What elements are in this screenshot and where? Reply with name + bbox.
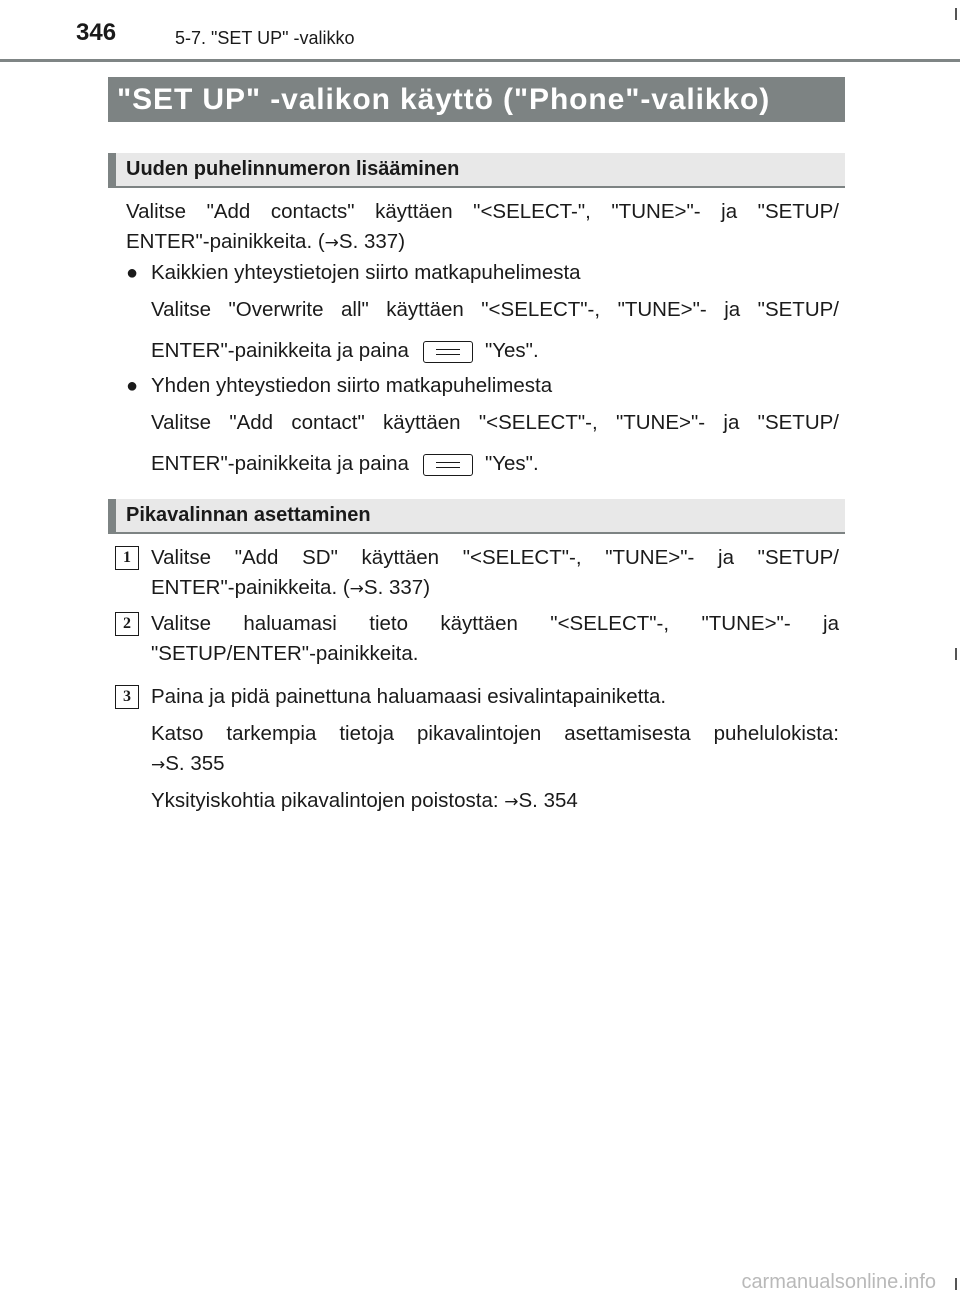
bullet1-line-1: Valitse "Overwrite all" käyttäen "<SELECT"-, "TUNE>"- ja "SETUP/	[151, 298, 839, 321]
step2-line-1: Valitse haluamasi tieto käyttäen "<SELECT"-, "TUNE>"- ja	[151, 612, 839, 635]
step1-line-2-text: ENTER"-painikkeita. (	[151, 576, 350, 599]
step-number-2: 2	[115, 612, 139, 636]
step1-line-2	[151, 573, 430, 604]
bullet1-line-2-text: ENTER"-painikkeita ja paina	[151, 339, 409, 362]
step-number-3: 3	[115, 685, 139, 709]
section-label: 5-7. "SET UP" -valikko	[175, 28, 355, 48]
arrow-icon: →	[349, 579, 364, 599]
bullet2-line-1: Valitse "Add contact" käyttäen "<SELECT"-, "TUNE>"- ja "SETUP/	[151, 411, 839, 434]
step3-note1-line-1: Katso tarkempia tietoja pikavalintojen asettamisesta puhelulokista:	[151, 722, 839, 745]
subheading-add-number: Uuden puhelinnumeron lisääminen	[108, 153, 845, 188]
arrow-icon: →	[504, 792, 519, 812]
arrow-icon: →	[151, 755, 166, 775]
step1-line-1: Valitse "Add SD" käyttäen "<SELECT"-, "TUNE>"- ja "SETUP/	[151, 546, 839, 569]
intro-line-2-text: ENTER"-painikkeita. (	[126, 230, 325, 253]
page-title: "SET UP" -valikon käyttö ("Phone"-valikko)	[108, 77, 845, 122]
step3-line-1: Paina ja pidä painettuna haluamaasi esivalintapainiketta.	[151, 685, 667, 708]
intro-line-2-ref: S. 337)	[338, 230, 406, 253]
step3-note2-ref: S. 354	[518, 789, 578, 812]
bullet1-line-2-yes: "Yes".	[484, 339, 539, 362]
bullet-icon: ●	[126, 262, 139, 284]
step1-line-2-ref: S. 337)	[363, 576, 431, 599]
bullet-icon: ●	[126, 375, 139, 397]
enter-key-icon	[423, 454, 473, 476]
step3-note1-line-2	[151, 749, 225, 780]
header-divider	[0, 59, 960, 62]
step2-line-2: "SETUP/ENTER"-painikkeita.	[151, 642, 419, 665]
arrow-icon: →	[324, 233, 339, 253]
step3-note1-ref: S. 355	[165, 752, 225, 775]
intro-line-1: Valitse "Add contacts" käyttäen "<SELECT-", "TUNE>"- ja "SETUP/	[126, 200, 839, 223]
crop-mark	[955, 648, 957, 660]
step3-note2-text: Yksityiskohtia pikavalintojen poistosta:	[151, 789, 505, 812]
step3-note2	[151, 786, 578, 817]
step-number-1: 1	[115, 546, 139, 570]
bullet2-title: Yhden yhteystiedon siirto matkapuhelimesta	[151, 374, 553, 397]
subheading-speed-dial: Pikavalinnan asettaminen	[108, 499, 845, 534]
page-number: 346	[76, 19, 117, 46]
watermark: carmanualsonline.info	[741, 1271, 936, 1293]
enter-key-icon	[423, 341, 473, 363]
bullet1-title: Kaikkien yhteystietojen siirto matkapuhelimesta	[151, 261, 581, 284]
bullet2-line-2	[151, 449, 539, 479]
crop-mark	[955, 8, 957, 20]
bullet2-line-2-yes: "Yes".	[484, 452, 539, 475]
bullet2-line-2-text: ENTER"-painikkeita ja paina	[151, 452, 409, 475]
crop-mark	[955, 1278, 957, 1290]
intro-line-2	[126, 227, 405, 258]
bullet1-line-2	[151, 336, 539, 366]
